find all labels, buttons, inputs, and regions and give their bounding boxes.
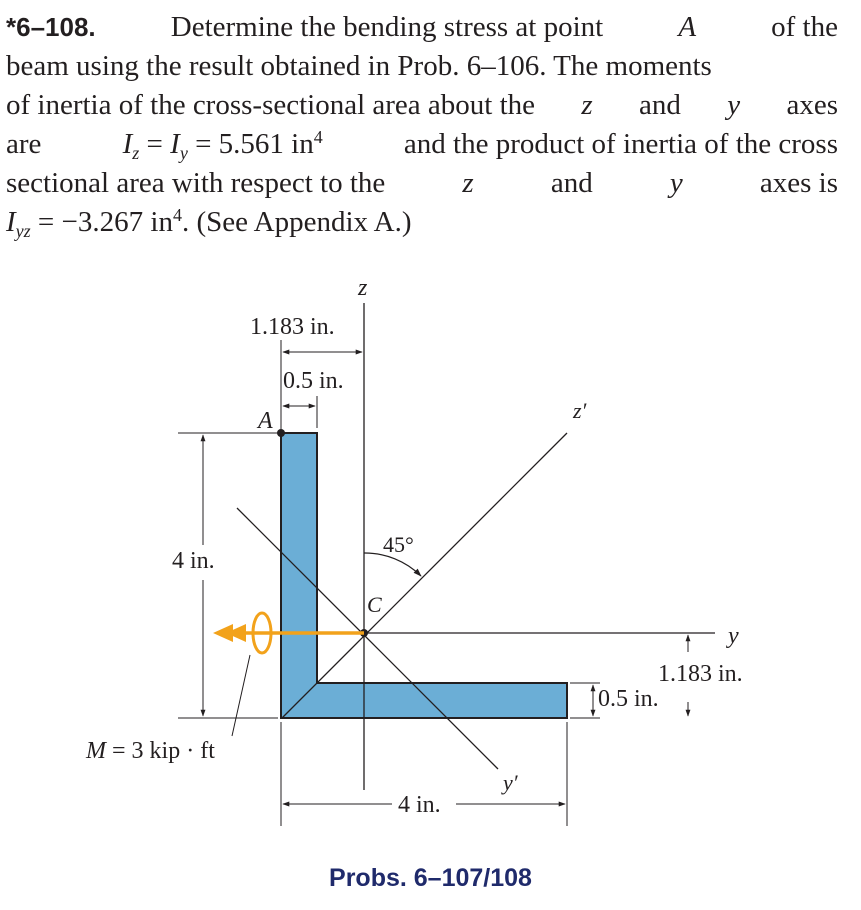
moment-leader: [232, 655, 250, 736]
problem-number: *6–108.: [6, 12, 96, 42]
dim-right-1183-label: 1.183 in.: [658, 661, 743, 687]
problem-line-4: are $I_z = I_y = 5.561$ $in^4$ and the product of inertia of the cross: [6, 127, 838, 163]
axis-z-prime-label: z′: [573, 398, 587, 423]
point-c-label: C: [367, 592, 382, 617]
angle-label: 45°: [383, 532, 414, 557]
dim-top-1183-label: 1.183 in.: [250, 314, 335, 340]
dim-width-label: 4 in.: [398, 792, 441, 818]
axis-y-prime-label: y′: [503, 770, 518, 795]
problem-line-3: of inertia of the cross-sectional area about the z and y axes: [6, 89, 838, 121]
dim-height-label: 4 in.: [172, 548, 215, 574]
problem-line-1: *6–108. Determine the bending stress at point A of the: [6, 8, 838, 47]
dim-right-05-label: 0.5 in.: [598, 686, 659, 712]
dim-top-05-label: 0.5 in.: [283, 368, 344, 394]
axis-z-label: z: [358, 275, 368, 301]
axis-y-label: y: [728, 623, 739, 649]
problem-line-2: beam using the result obtained in Prob. 6–106. The moments: [6, 50, 712, 82]
figure-caption: Probs. 6–107/108: [329, 864, 532, 892]
y-prime-axis: [237, 508, 498, 769]
problem-line-6: $I_{yz} = -3.267$ $in^4$. (See Appendix A.): [6, 205, 412, 241]
problem-line-5: sectional area with respect to the z and y axes is: [6, 167, 838, 199]
moment-label: M = 3 kip · ft: [86, 738, 215, 764]
point-a-dot: [277, 429, 285, 437]
z-prime-axis: [282, 433, 567, 718]
point-a-label: A: [258, 408, 273, 434]
